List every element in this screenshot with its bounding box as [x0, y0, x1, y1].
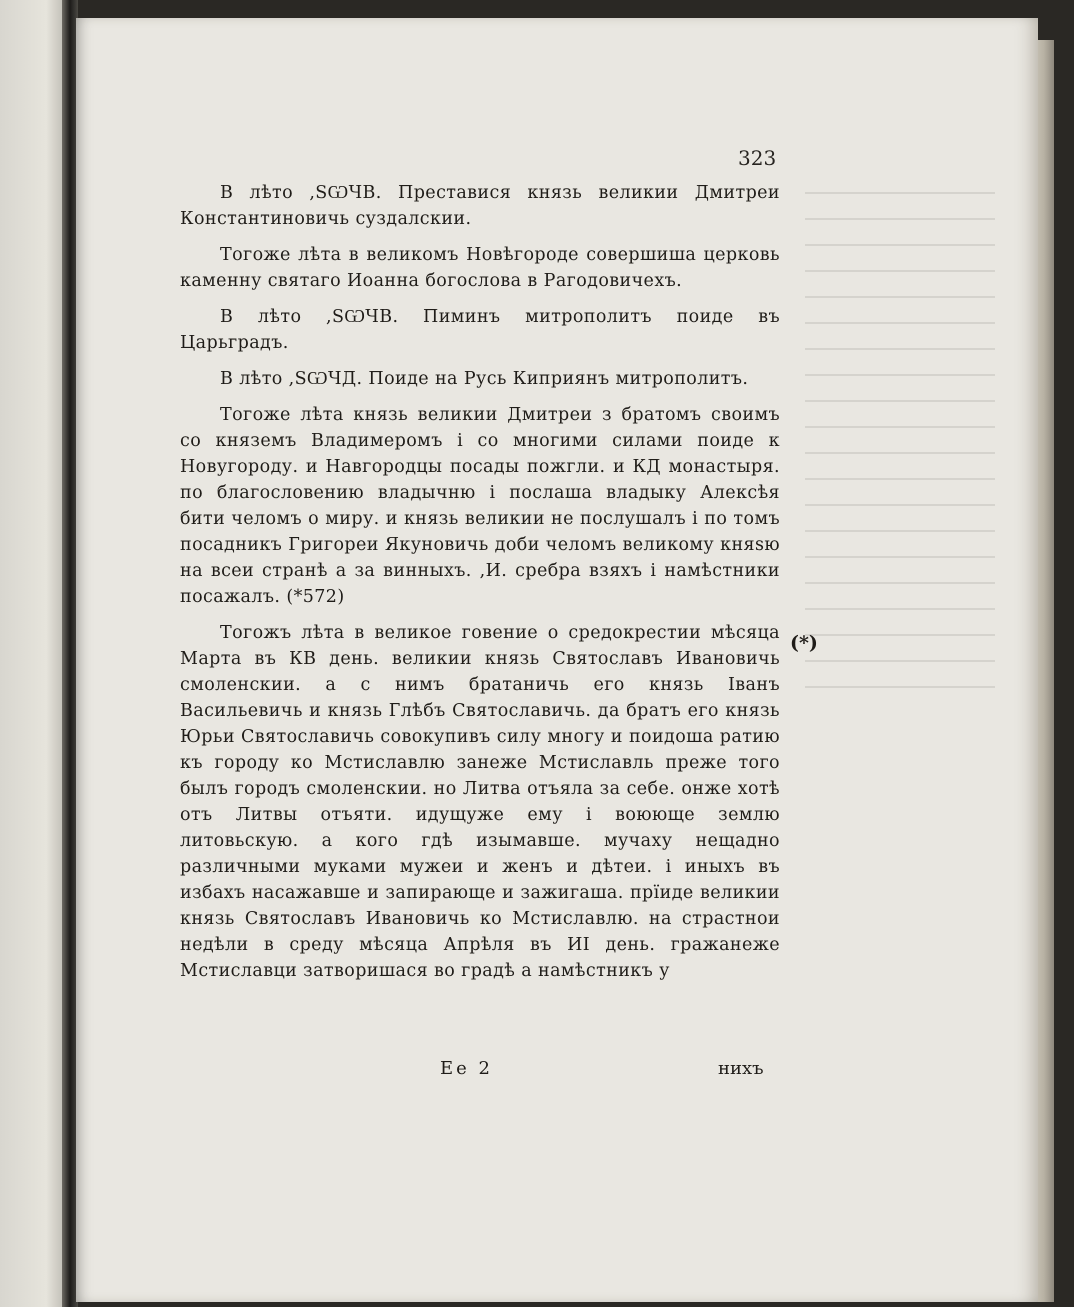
printer-signature: Ее 2	[440, 1058, 493, 1079]
page-body	[180, 180, 780, 994]
paragraph-4: В лѣто ,ЅѠЧД. Поиде на Русь Киприянъ митрополитъ.	[220, 369, 749, 389]
paragraph-1: В лѣто ,ЅѠЧВ. Преставися князь великии Дмитреи Константиновичь суздалскии.	[180, 183, 780, 229]
paragraph-5: Тогоже лѣта князь великии Дмитреи з братомъ своимъ со княземъ Владимеромъ і со многими силами поиде к Новугороду. и Навгородцы посады пожгли. и КД монастыря. по благословению владычню і послаша владыку Алексѣя бити челомъ о миру. и князь великии не послушалъ і по томъ посадникъ Григореи Якуновичь доби челомъ великому княѕю на всеи странѣ а за винныхъ. ,И. сребра взяхъ і намѣстники посажалъ. (*572)	[180, 405, 780, 607]
paragraph-6: Тогожъ лѣта в великое говение о средокрестии мѣсяца Марта въ КВ день. великии князь Святославъ Ивановичь смоленскии. а с нимъ братаничь его князь Іванъ Васильевичь и князь Глѣбъ Святославичь. да братъ его князь Юрьи Святославичь совокупивъ силу многу и поидоша ратию къ городу ко Мстиславлю занеже Мстиславль преже того былъ городъ смоленскии. но Литва отъяла за себе. онже хотѣ отъ Литвы отъяти. идущуже ему і воююще землю литовьскую. а кого гдѣ изымавше. мучаху нещадно различными муками мужеи и женъ и дѣтеи. і иныхъ въ избахъ насажавше и запирающе и зажигаша. прїиде великии князь Святославъ Ивановичь ко Мстиславлю. на страстнои недѣли в среду мѣсяца Апрѣля въ ИІ день. гражанеже Мстиславци затворишася во градѣ а намѣстникъ у	[180, 623, 780, 981]
paragraph-3: В лѣто ,ЅѠЧВ. Пиминъ митрополитъ поиде въ Царьградъ.	[180, 307, 780, 353]
catchword: нихъ	[718, 1058, 764, 1079]
facing-page-edge	[0, 0, 66, 1307]
page-number: 323	[738, 146, 777, 170]
paragraph-2: Тогоже лѣта в великомъ Новѣгороде совершиша церковь каменну святаго Иоанна богослова в Рагодовичехъ.	[180, 245, 780, 291]
margin-note: (*)	[790, 632, 818, 654]
